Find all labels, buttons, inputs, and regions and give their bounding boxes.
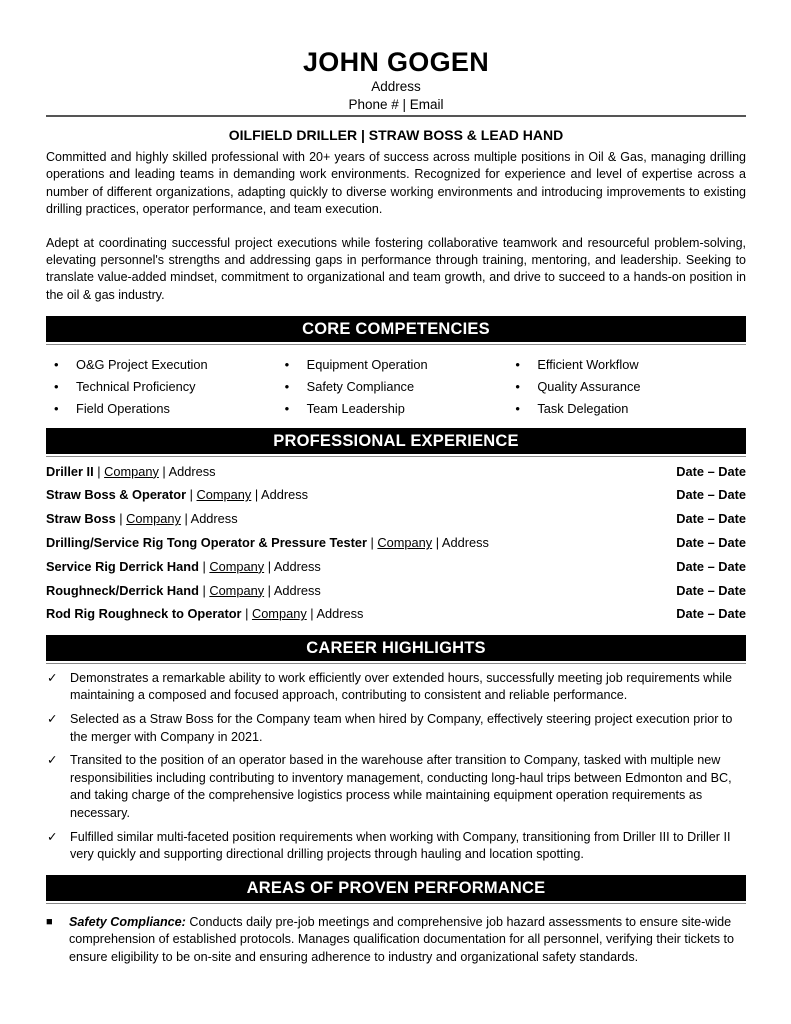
competency-label: Task Delegation: [537, 400, 629, 416]
candidate-name: JOHN GOGEN: [302, 47, 490, 77]
address-line: Address: [371, 79, 421, 94]
competency-label: Efficient Workflow: [537, 356, 639, 372]
highlight-text: Demonstrates a remarkable ability to work efficiently over extended hours, successfully meeting job requirements while maintaining a composed and focused approach, contributing to consistent and reliable performance.: [70, 670, 732, 703]
experience-row: [46, 483, 746, 507]
company-address: Address: [273, 582, 321, 598]
checkmark-icon: ✓: [47, 829, 58, 844]
company-name: Company: [251, 606, 307, 622]
highlights-section: [46, 635, 746, 864]
company-address: Address: [441, 535, 489, 551]
competency-item: [515, 397, 746, 419]
experience-position: [46, 535, 489, 550]
bullet-icon: •: [515, 356, 520, 372]
square-bullet-icon: ■: [46, 915, 53, 928]
competency-label: Safety Compliance: [306, 378, 415, 394]
section-divider: [46, 903, 746, 904]
separator: |: [264, 558, 274, 574]
header-divider: [46, 115, 746, 117]
competency-grid: [46, 353, 746, 419]
bullet-icon: •: [54, 400, 59, 416]
experience-position: [46, 511, 238, 526]
employment-dates: Date – Date: [676, 558, 746, 574]
separator: |: [93, 463, 105, 479]
role-title: Service Rig Derrick Hand: [46, 558, 199, 574]
highlight-item: [46, 752, 746, 822]
performance-text: Conducts daily pre-job meetings and comprehensive job hazard assessments to ensure site-wide comprehension of established protocols. Manages qualification documentation for all personnel, verifying their tickets to ensure eligibility to be on-site and ensuring adherence to industry and organizational safety standards.: [69, 914, 735, 964]
employment-dates: Date – Date: [676, 487, 746, 503]
company-address: Address: [273, 558, 321, 574]
employment-dates: Date – Date: [676, 535, 746, 551]
separator: |: [306, 606, 317, 622]
competency-item: [285, 375, 516, 397]
company-name: Company: [377, 535, 433, 551]
company-name: Company: [209, 558, 265, 574]
experience-position: [46, 487, 308, 502]
competency-item: [515, 353, 746, 375]
bullet-icon: •: [515, 378, 520, 394]
company-address: Address: [190, 511, 238, 527]
competencies-section: [46, 316, 746, 419]
employment-dates: Date – Date: [676, 511, 746, 527]
separator: |: [432, 535, 442, 551]
highlight-text: Transited to the position of an operator based in the warehouse after transition to Company, tasked with multiple new responsibilities including contributing to inventory management, conducting long-haul trips between Edmonton and BC, and taking charge of the comprehensive logistics process while maintaining equipment operation requirements as necessary.: [70, 753, 732, 820]
company-address: Address: [316, 606, 364, 622]
experience-section: [46, 428, 746, 626]
separator: |: [158, 463, 169, 479]
experience-row: [46, 602, 746, 626]
performance-text-block: [69, 914, 746, 967]
summary-paragraph-2: Adept at coordinating successful project executions while fostering collaborative teamwork and resourceful problem-solving, elevating personnel's strengths and addressing gaps in performance through training, mentoring, and leadership. Seeking to translate value-added mindset, commitment to organizational and team growth, and drive to succeed to a hands-on position in the oil & gas industry.: [46, 235, 746, 302]
separator: |: [366, 535, 378, 551]
checkmark-icon: ✓: [47, 670, 58, 685]
highlight-text: Fulfilled similar multi-faceted position requirements when working with Company, transitioning from Driller III to Driller II very quickly and supporting directional drilling projects through hauling and location spotting.: [70, 829, 731, 862]
competency-column: [515, 353, 746, 419]
separator: |: [198, 558, 210, 574]
role-title: Straw Boss & Operator: [46, 487, 187, 503]
highlight-item: [46, 829, 746, 864]
performance-label: Safety Compliance:: [69, 914, 186, 929]
highlight-text: Selected as a Straw Boss for the Company team when hired by Company, effectively steering project execution prior to the merger with Company in 2021.: [70, 712, 733, 744]
bullet-icon: •: [284, 400, 290, 416]
employment-dates: Date – Date: [676, 463, 746, 479]
competency-label: Field Operations: [76, 400, 170, 416]
competency-item: [515, 375, 746, 397]
bullet-icon: •: [515, 400, 520, 416]
checkmark-icon: ✓: [47, 753, 58, 768]
bullet-icon: •: [54, 356, 59, 372]
highlight-item: [46, 670, 746, 705]
job-title: OILFIELD DRILLER | STRAW BOSS & LEAD HAND: [228, 127, 564, 143]
highlights-list: [46, 670, 746, 864]
section-heading-experience: PROFESSIONAL EXPERIENCE: [46, 428, 746, 454]
role-title: Drilling/Service Rig Tong Operator & Pressure Tester: [46, 535, 367, 551]
experience-position: [46, 606, 363, 621]
competency-label: Equipment Operation: [306, 356, 428, 372]
experience-position: [46, 583, 321, 598]
role-title: Driller II: [46, 463, 94, 479]
experience-position: [46, 559, 321, 574]
company-name: Company: [104, 463, 159, 479]
competency-label: Technical Proficiency: [76, 378, 196, 394]
section-divider: [46, 344, 746, 345]
experience-row: [46, 578, 746, 602]
contact-line: Phone # | Email: [348, 97, 444, 112]
performance-section: [46, 875, 746, 967]
separator: |: [198, 582, 210, 598]
bullet-icon: •: [54, 378, 59, 394]
role-title: Roughneck/Derrick Hand: [46, 582, 199, 598]
competency-item: [54, 397, 285, 419]
competency-column: [285, 353, 516, 419]
separator: |: [180, 511, 191, 527]
experience-position: [46, 464, 216, 479]
competency-label: Quality Assurance: [537, 378, 641, 394]
experience-row: [46, 554, 746, 578]
highlight-item: [46, 711, 746, 746]
summary-paragraph-1: Committed and highly skilled professional with 20+ years of success across multiple positions in Oil & Gas, managing drilling operations and leading teams in demanding work environments. Recognized for experience and level of expertise across a number of different organizations, adapting quickly to diverse working environments and introducing improvements to existing drilling practices, operator performance, and team execution.: [46, 150, 746, 217]
checkmark-icon: ✓: [47, 712, 58, 727]
competency-label: Team Leadership: [306, 400, 405, 416]
bullet-icon: •: [284, 356, 290, 372]
company-name: Company: [209, 582, 265, 598]
competency-item: [54, 375, 285, 397]
separator: |: [264, 582, 274, 598]
separator: |: [186, 487, 197, 503]
section-heading-highlights: CAREER HIGHLIGHTS: [46, 635, 746, 661]
company-address: Address: [168, 463, 216, 479]
experience-row: [46, 531, 746, 555]
bullet-icon: •: [284, 378, 290, 394]
separator: |: [115, 511, 127, 527]
competency-item: [285, 353, 516, 375]
resume-page: [46, 46, 746, 967]
role-title: Straw Boss: [46, 511, 116, 527]
competency-label: O&G Project Execution: [76, 356, 208, 372]
section-divider: [46, 456, 746, 457]
section-heading-performance: AREAS OF PROVEN PERFORMANCE: [46, 875, 746, 901]
separator: |: [251, 487, 262, 503]
competency-item: [285, 397, 516, 419]
separator: |: [241, 606, 252, 622]
experience-row: [46, 459, 746, 483]
performance-item: [46, 914, 746, 967]
employment-dates: Date – Date: [676, 606, 746, 622]
section-divider: [46, 663, 746, 664]
company-address: Address: [261, 487, 308, 503]
company-name: Company: [196, 487, 252, 503]
section-heading-competencies: CORE COMPETENCIES: [46, 316, 746, 342]
experience-list: [46, 459, 746, 626]
competency-column: [54, 353, 285, 419]
role-title: Rod Rig Roughneck to Operator: [46, 606, 242, 622]
company-name: Company: [126, 511, 181, 527]
experience-row: [46, 507, 746, 531]
competency-item: [54, 353, 285, 375]
employment-dates: Date – Date: [676, 582, 746, 598]
